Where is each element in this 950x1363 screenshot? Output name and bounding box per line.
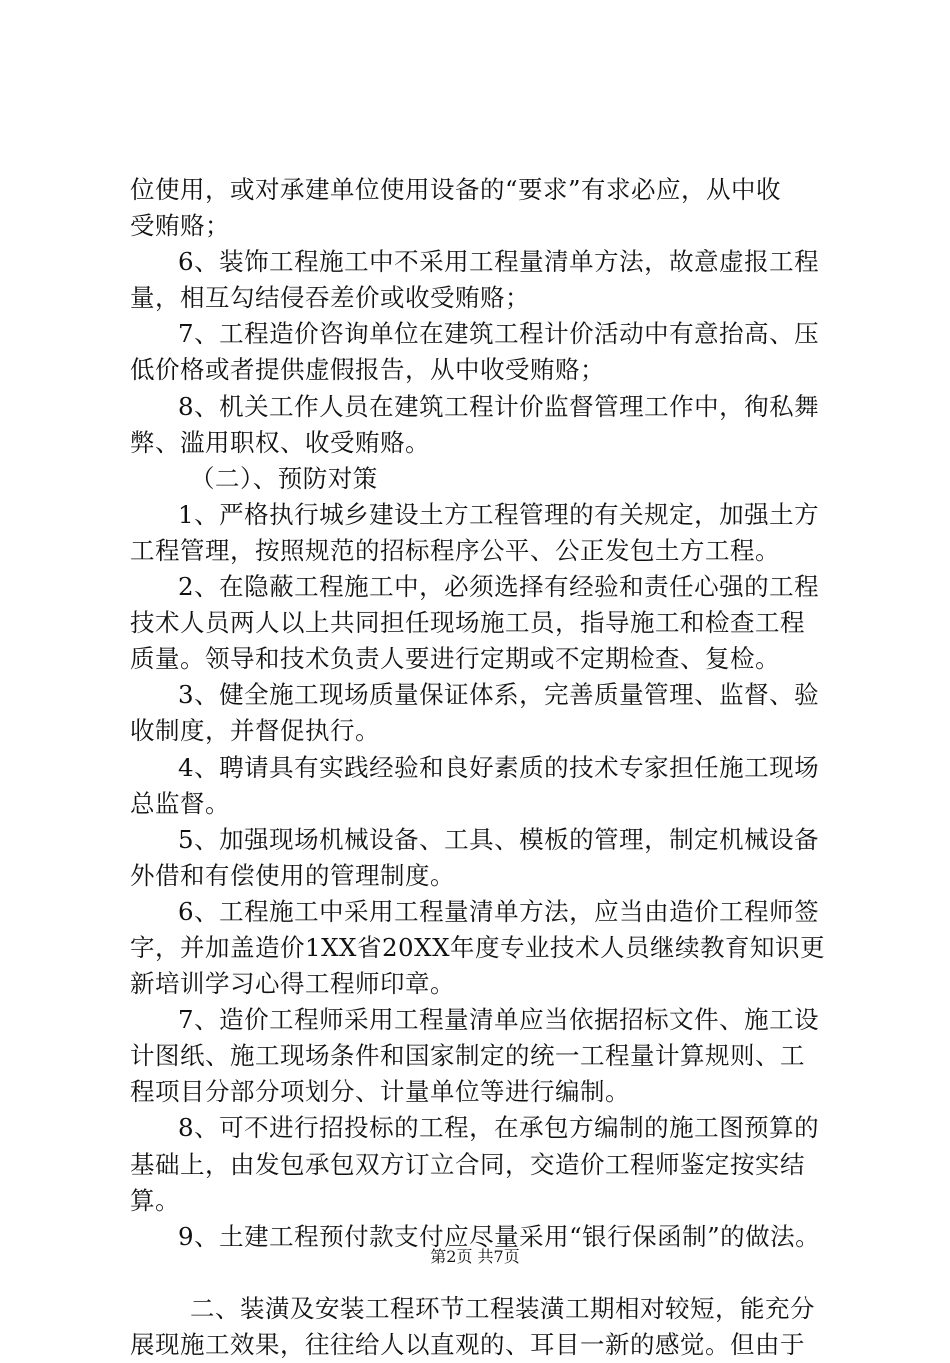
text-line: 计图纸、施工现场条件和国家制定的统一工程量计算规则、工 (130, 1041, 805, 1071)
text-line: 3、健全施工现场质量保证体系，完善质量管理、监督、验 (178, 680, 820, 710)
text-line: 收制度，并督促执行。 (130, 716, 380, 746)
text-line: 受贿赂； (130, 211, 230, 241)
text-line: 2、在隐蔽工程施工中，必须选择有经验和责任心强的工程 (178, 572, 820, 602)
text-line: 9、土建工程预付款支付应尽量采用“银行保函制”的做法。 (178, 1221, 821, 1251)
text-line: 1、严格执行城乡建设土方工程管理的有关规定，加强土方 (178, 499, 820, 529)
text-line: 质量。领导和技术负责人要进行定期或不定期检查、复检。 (130, 644, 780, 674)
text-line: 7、造价工程师采用工程量清单应当依据招标文件、施工设 (178, 1005, 820, 1035)
text-line: 弊、滥用职权、收受贿赂。 (130, 427, 430, 457)
text-line: 展现施工效果，往往给人以直观的、耳目一新的感觉。但由于 (130, 1329, 805, 1359)
text-line: 外借和有偿使用的管理制度。 (130, 860, 455, 890)
text-line: 二、装潢及安装工程环节工程装潢工期相对较短，能充分 (190, 1293, 815, 1323)
text-line: 6、工程施工中采用工程量清单方法，应当由造价工程师签 (178, 896, 820, 926)
text-line: 新培训学习心得工程师印章。 (130, 969, 455, 999)
text-line: 8、可不进行招投标的工程，在承包方编制的施工图预算的 (178, 1113, 820, 1143)
page-footer: 第2页 共7页 (430, 1247, 520, 1266)
text-line: 算。 (130, 1185, 180, 1215)
text-line: 7、工程造价咨询单位在建筑工程计价活动中有意抬高、压 (178, 319, 820, 349)
text-line: 8、机关工作人员在建筑工程计价监督管理工作中，徇私舞 (178, 391, 820, 421)
text-line: 总监督。 (130, 788, 230, 818)
text-line: 6、装饰工程施工中不采用工程量清单方法，故意虚报工程 (178, 247, 820, 277)
document-body (130, 172, 835, 1363)
text-line: 工程管理，按照规范的招标程序公平、公正发包土方工程。 (130, 535, 780, 565)
text-line: 技术人员两人以上共同担任现场施工员，指导施工和检查工程 (130, 608, 805, 638)
section-heading: （二）、预防对策 (190, 463, 378, 493)
text-line: 程项目分部分项划分、计量单位等进行编制。 (130, 1077, 630, 1107)
text-line: 字，并加盖造价1XX省20XX年度专业技术人员继续教育知识更 (130, 932, 826, 962)
text-line: 基础上，由发包承包双方订立合同，交造价工程师鉴定按实结 (130, 1149, 805, 1179)
text-line: 位使用，或对承建单位使用设备的“要求”有求必应，从中收 (130, 175, 782, 204)
text-line: 5、加强现场机械设备、工具、模板的管理，制定机械设备 (178, 824, 820, 854)
text-line: 量，相互勾结侵吞差价或收受贿赂； (130, 283, 530, 313)
text-line: 低价格或者提供虚假报告，从中收受贿赂； (130, 355, 605, 385)
text-line: 4、聘请具有实践经验和良好素质的技术专家担任施工现场 (178, 752, 820, 782)
